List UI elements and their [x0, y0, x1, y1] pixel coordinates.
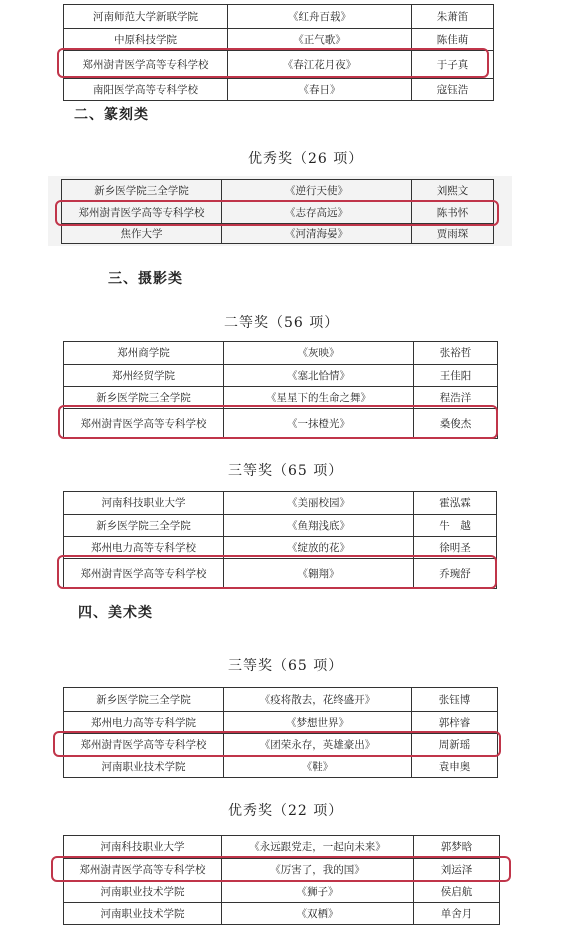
- section-title: 二、篆刻类: [74, 107, 149, 123]
- table-row: [64, 756, 498, 778]
- table-row: [64, 559, 497, 589]
- table-row: [64, 881, 500, 903]
- author-cell: 朱萧笛: [412, 5, 494, 29]
- author-cell: 单舍月: [414, 903, 500, 925]
- school-cell: 郑州澍青医学高等专科学校: [64, 409, 224, 439]
- school-cell: 河南职业技术学院: [64, 881, 222, 903]
- table-row: [62, 180, 494, 202]
- author-cell: 刘运泽: [414, 859, 500, 881]
- work-cell: 《梦想世界》: [224, 712, 412, 734]
- work-cell: 《美丽校园》: [224, 492, 414, 515]
- school-cell: 河南师范大学新联学院: [64, 5, 228, 29]
- school-cell: 新乡医学院三全学院: [64, 387, 224, 409]
- work-cell: 《永远跟党走，一起向未来》: [222, 836, 414, 859]
- table-row: [64, 836, 500, 859]
- school-cell: 郑州澍青医学高等专科学校: [64, 859, 222, 881]
- table-row: [64, 409, 498, 439]
- author-cell: 陈书怀: [412, 202, 494, 224]
- work-cell: 《鱼翔浅底》: [224, 515, 414, 537]
- work-cell: 《灰映》: [224, 342, 414, 365]
- school-cell: 河南科技职业大学: [64, 836, 222, 859]
- seal-table: [61, 179, 494, 244]
- school-cell: 中原科技学院: [64, 29, 228, 51]
- table-row: [64, 29, 494, 51]
- author-cell: 郭梓睿: [412, 712, 498, 734]
- work-cell: 《春日》: [228, 79, 412, 101]
- work-cell: 《星星下的生命之舞》: [224, 387, 414, 409]
- work-cell: 《疫将散去，花终盛开》: [224, 688, 412, 712]
- author-cell: 乔琬舒: [414, 559, 497, 589]
- author-cell: 霍泓霖: [414, 492, 497, 515]
- author-cell: 程浩洋: [414, 387, 498, 409]
- author-cell: 张裕哲: [414, 342, 498, 365]
- author-cell: 侯启航: [414, 881, 500, 903]
- work-cell: 《鞋》: [224, 756, 412, 778]
- school-cell: 新乡医学院三全学院: [64, 515, 224, 537]
- table-row: [64, 5, 494, 29]
- author-cell: 徐明圣: [414, 537, 497, 559]
- work-cell: 《厉害了，我的国》: [222, 859, 414, 881]
- calligraphy-table: [63, 4, 494, 101]
- photo-third-table: [63, 491, 497, 589]
- table-row: [64, 79, 494, 101]
- work-cell: 《狮子》: [222, 881, 414, 903]
- table-row: [64, 387, 498, 409]
- work-cell: 《绽放的花》: [224, 537, 414, 559]
- table-row: [64, 365, 498, 387]
- award-title: 三等奖（65 项）: [228, 463, 344, 479]
- school-cell: 郑州电力高等专科学校: [64, 537, 224, 559]
- author-cell: 周新瑶: [412, 734, 498, 756]
- school-cell: 河南职业技术学院: [64, 903, 222, 925]
- award-title: 二等奖（56 项）: [224, 315, 340, 331]
- work-cell: 《团荣永存，英雄豪出》: [224, 734, 412, 756]
- work-cell: 《红舟百载》: [228, 5, 412, 29]
- award-title: 三等奖（65 项）: [228, 658, 344, 674]
- work-cell: 《双栖》: [222, 903, 414, 925]
- work-cell: 《正气歌》: [228, 29, 412, 51]
- school-cell: 焦作大学: [62, 224, 222, 244]
- work-cell: 《志存高远》: [222, 202, 412, 224]
- award-title: 优秀奖（22 项）: [228, 803, 344, 819]
- school-cell: 新乡医学院三全学院: [62, 180, 222, 202]
- table-row: [64, 537, 497, 559]
- author-cell: 刘熙文: [412, 180, 494, 202]
- author-cell: 郭梦晗: [414, 836, 500, 859]
- school-cell: 郑州经贸学院: [64, 365, 224, 387]
- work-cell: 《塞北恰情》: [224, 365, 414, 387]
- work-cell: 《河清海晏》: [222, 224, 412, 244]
- school-cell: 郑州澍青医学高等专科学校: [64, 51, 228, 79]
- author-cell: 王佳阳: [414, 365, 498, 387]
- table-row: [64, 712, 498, 734]
- school-cell: 郑州澍青医学高等专科学校: [64, 734, 224, 756]
- author-cell: 牛 越: [414, 515, 497, 537]
- work-cell: 《逆行天使》: [222, 180, 412, 202]
- table-row: [64, 342, 498, 365]
- table-row: [64, 903, 500, 925]
- art-third-table: [63, 687, 498, 778]
- art-excellent-table: [63, 835, 500, 925]
- section-title: 三、摄影类: [108, 271, 183, 287]
- table-row: [64, 51, 494, 79]
- author-cell: 于子真: [412, 51, 494, 79]
- school-cell: 郑州商学院: [64, 342, 224, 365]
- author-cell: 寇钰浩: [412, 79, 494, 101]
- school-cell: 新乡医学院三全学院: [64, 688, 224, 712]
- school-cell: 河南职业技术学院: [64, 756, 224, 778]
- school-cell: 南阳医学高等专科学校: [64, 79, 228, 101]
- table-row: [64, 859, 500, 881]
- award-title: 优秀奖（26 项）: [248, 151, 364, 167]
- school-cell: 郑州澍青医学高等专科学校: [64, 559, 224, 589]
- school-cell: 郑州澍青医学高等专科学校: [62, 202, 222, 224]
- author-cell: 张钰博: [412, 688, 498, 712]
- table-row: [64, 492, 497, 515]
- table-row: [64, 515, 497, 537]
- school-cell: 郑州电力高等专科学院: [64, 712, 224, 734]
- table-row: [64, 734, 498, 756]
- work-cell: 《一抹橙光》: [224, 409, 414, 439]
- author-cell: 贾雨琛: [412, 224, 494, 244]
- author-cell: 袁申奥: [412, 756, 498, 778]
- photo-second-table: [63, 341, 498, 439]
- table-row: [64, 688, 498, 712]
- work-cell: 《翱翔》: [224, 559, 414, 589]
- section-title: 四、美术类: [78, 605, 153, 621]
- work-cell: 《春江花月夜》: [228, 51, 412, 79]
- table-row: [62, 202, 494, 224]
- table-row: [62, 224, 494, 244]
- author-cell: 陈佳萌: [412, 29, 494, 51]
- school-cell: 河南科技职业大学: [64, 492, 224, 515]
- author-cell: 桑俊杰: [414, 409, 498, 439]
